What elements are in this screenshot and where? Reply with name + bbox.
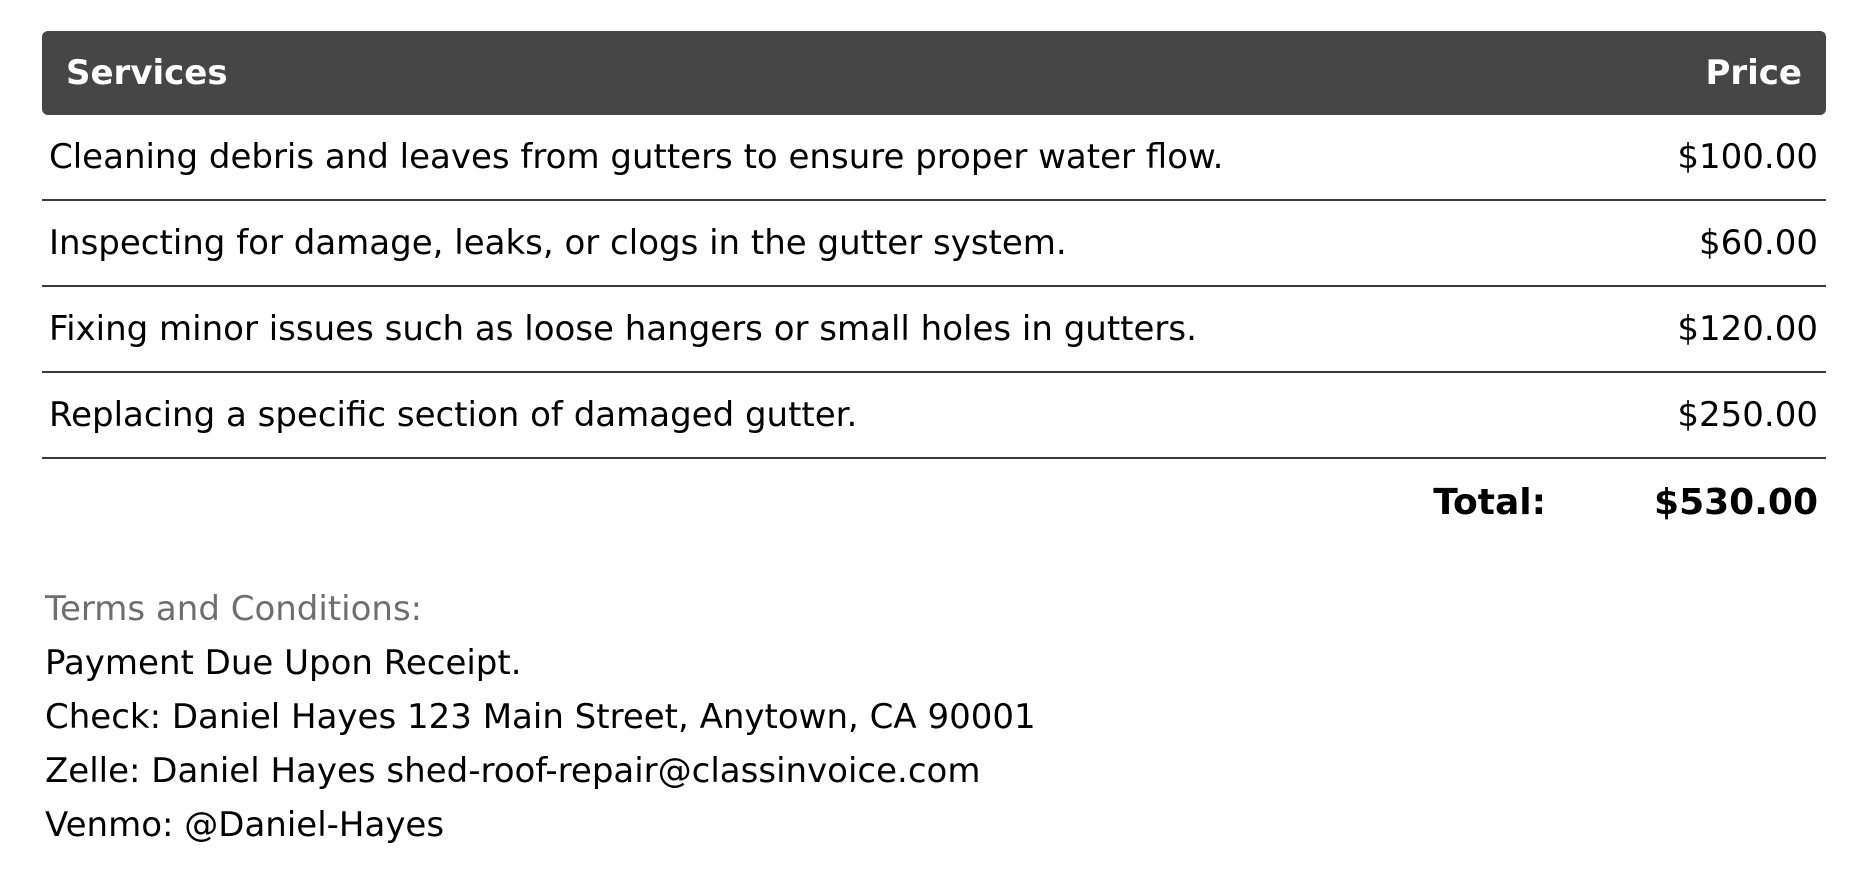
table-header (42, 31, 1826, 115)
table-row (42, 287, 1826, 373)
total-value: $530.00 (1654, 481, 1818, 523)
terms-line-payment: Payment Due Upon Receipt. (45, 643, 522, 683)
service-price: $250.00 (1677, 395, 1818, 435)
terms-line-venmo: Venmo: @Daniel-Hayes (45, 805, 445, 845)
table-row (42, 115, 1826, 201)
table-row (42, 373, 1826, 459)
service-description: Cleaning debris and leaves from gutters to ensure proper water flow. (49, 137, 1224, 177)
terms-section (45, 582, 1036, 852)
services-table (42, 31, 1826, 545)
terms-line-check: Check: Daniel Hayes 123 Main Street, Anytown, CA 90001 (45, 697, 1036, 737)
total-label: Total: (1433, 481, 1547, 523)
header-price: Price (1705, 53, 1802, 93)
service-price: $60.00 (1699, 223, 1818, 263)
service-description: Fixing minor issues such as loose hangers or small holes in gutters. (49, 309, 1197, 349)
terms-title: Terms and Conditions: (45, 589, 423, 629)
total-row (42, 459, 1826, 545)
service-description: Replacing a specific section of damaged gutter. (49, 395, 858, 435)
service-price: $120.00 (1677, 309, 1818, 349)
terms-line-zelle: Zelle: Daniel Hayes shed-roof-repair@classinvoice.com (45, 751, 981, 791)
header-services: Services (66, 53, 228, 93)
service-price: $100.00 (1677, 137, 1818, 177)
service-description: Inspecting for damage, leaks, or clogs in the gutter system. (49, 223, 1067, 263)
table-row (42, 201, 1826, 287)
